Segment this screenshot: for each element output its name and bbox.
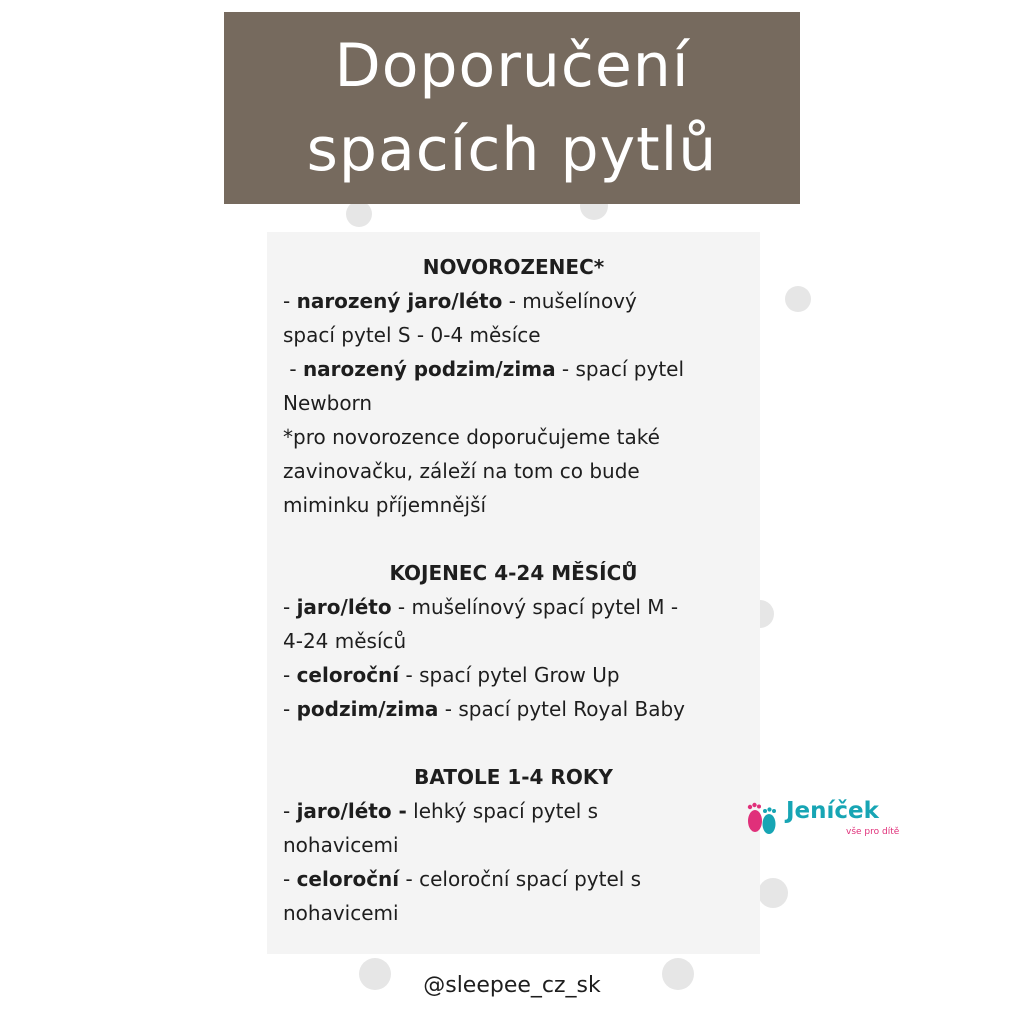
decor-dot: [758, 878, 788, 908]
text-line: nohavicemi: [283, 833, 399, 857]
spacer: [283, 522, 744, 556]
brand-name: Jeníček: [786, 798, 879, 824]
page-title-line-2: spacích pytlů: [306, 115, 718, 185]
text-line: - narozený podzim/zima - spací pytel: [283, 357, 685, 381]
text-line: zavinovačku, záleží na tom co bude: [283, 459, 640, 483]
section-heading-toddler: BATOLE 1-4 ROKY: [414, 765, 613, 789]
section-heading-newborn: NOVOROZENEC*: [422, 255, 605, 279]
decor-dot: [785, 286, 811, 312]
text-line: 4-24 měsíců: [283, 629, 407, 653]
baby-feet-icon: [742, 798, 782, 838]
decor-dot: [346, 201, 372, 227]
text-line: nohavicemi: [283, 901, 399, 925]
text-line: - jaro/léto - mušelínový spací pytel M -: [283, 595, 679, 619]
spacer: [283, 726, 744, 760]
text-line: *pro novorozence doporučujeme také: [283, 425, 660, 449]
section-heading-infant: KOJENEC 4-24 MĚSÍCŮ: [389, 561, 638, 585]
text-line: - celoroční - celoroční spací pytel s: [283, 867, 642, 891]
social-handle: @sleepee_cz_sk: [423, 973, 601, 998]
recommendation-card: [267, 232, 760, 954]
text-line: spací pytel S - 0-4 měsíce: [283, 323, 541, 347]
text-line: - podzim/zima - spací pytel Royal Baby: [283, 697, 685, 721]
text-line: - narozený jaro/léto - mušelínový: [283, 289, 637, 313]
page-title-line-1: Doporučení: [334, 31, 690, 101]
text-line: - celoroční - spací pytel Grow Up: [283, 663, 620, 687]
brand-tagline: vše pro dítě: [846, 827, 900, 837]
text-line: Newborn: [283, 391, 373, 415]
text-line: miminku příjemnější: [283, 493, 487, 517]
brand-logo: [742, 796, 902, 846]
title-banner: [224, 12, 800, 204]
text-line: - jaro/léto - lehký spací pytel s: [283, 799, 599, 823]
